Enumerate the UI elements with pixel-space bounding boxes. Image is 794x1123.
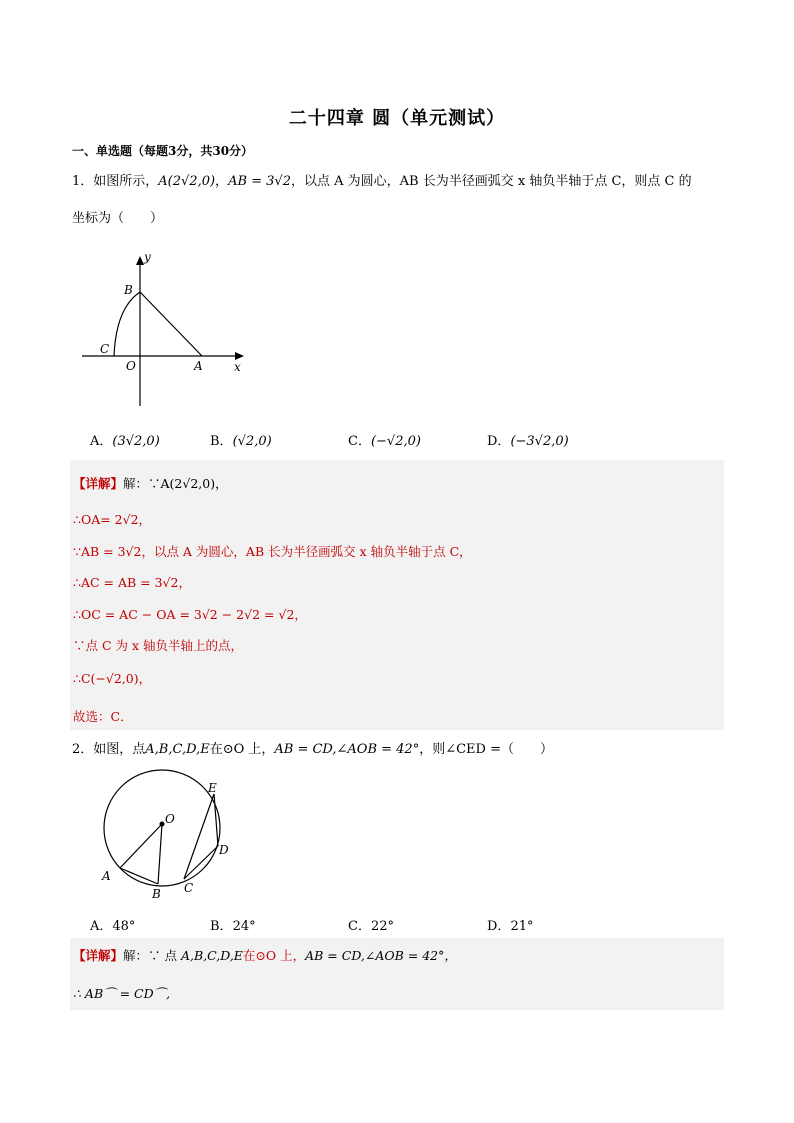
q1-option-c[interactable]: C．(−√2,0) — [348, 434, 421, 449]
question-1-figure — [78, 248, 258, 408]
label-b: B — [152, 887, 161, 901]
q1-option-d[interactable]: D．(−3√2,0) — [487, 434, 569, 449]
label-a: A — [102, 869, 111, 883]
question-1-line-2: 坐标为（ ） — [72, 211, 164, 226]
question-2-line-1: 2．如图，点A,B,C,D,E在⊙O 上，AB = CD,∠AOB = 42°，则∠CED =（ ） — [72, 742, 553, 757]
q1-solution-line-7: ∴C(−√2,0)， — [73, 671, 152, 686]
segment-ec — [184, 794, 214, 879]
question-1-solution — [70, 460, 724, 730]
arc-bc — [114, 292, 140, 356]
q2-option-a[interactable]: A．48° — [90, 919, 136, 934]
x-axis-arrow-icon — [235, 352, 244, 360]
segment-ed — [214, 794, 218, 846]
q2-option-d[interactable]: D．21° — [487, 919, 534, 934]
q1-solution-line-3: ∵AB = 3√2，以点 A 为圆心，AB 长为半径画弧交 x 轴负半轴于点 C， — [73, 544, 472, 559]
q1-solution-line-4: ∴AC = AB = 3√2， — [73, 575, 191, 590]
q1-option-b[interactable]: B．(√2,0) — [210, 434, 272, 449]
q1-solution-line-6: ∵点 C 为 x 轴负半轴上的点， — [73, 638, 244, 653]
label-a: A — [194, 359, 203, 373]
label-o: O — [126, 359, 136, 373]
label-x: x — [234, 360, 241, 374]
page-title: 二十四章 圆（单元测试） — [288, 108, 506, 129]
q2-solution-line-1: 【详解】解：∵ 点 A,B,C,D,E在⊙O 上，AB = CD,∠AOB = 42°， — [73, 948, 457, 963]
q1-solution-line-2: ∴OA= 2√2， — [73, 512, 152, 527]
segment-ab — [140, 292, 202, 356]
question-2-figure — [96, 764, 246, 904]
label-o: O — [165, 812, 175, 826]
question-2-solution — [70, 938, 724, 1010]
label-y: y — [144, 250, 151, 264]
q2-option-b[interactable]: B．24° — [210, 919, 256, 934]
q1-option-a[interactable]: A．(3√2,0) — [90, 434, 160, 449]
label-c: C — [184, 881, 194, 895]
label-c: C — [100, 342, 110, 356]
label-e: E — [208, 781, 217, 795]
segment-cd — [184, 846, 218, 879]
y-axis-arrow-icon — [136, 256, 144, 265]
q2-solution-line-2: ∴ AB⌒ = CD⌒, — [73, 986, 171, 1001]
label-d: D — [219, 843, 229, 857]
q2-option-c[interactable]: C．22° — [348, 919, 394, 934]
question-1-line-1: 1．如图所示，A(2√2,0)，AB = 3√2，以点 A 为圆心，AB 长为半径画弧交 x 轴负半轴于点 C，则点 C 的 — [72, 174, 692, 189]
q1-solution-line-8: 故选：C． — [73, 709, 133, 724]
q1-solution-line-1: 【详解】解：∵A(2√2,0)， — [73, 476, 228, 491]
segment-ob — [158, 824, 162, 884]
segment-oa — [120, 824, 162, 868]
q1-solution-line-5: ∴OC = AC − OA = 3√2 − 2√2 = √2， — [73, 607, 307, 622]
label-b: B — [124, 283, 133, 297]
section-heading: 一、单选题（每题3分，共30分） — [72, 144, 254, 158]
